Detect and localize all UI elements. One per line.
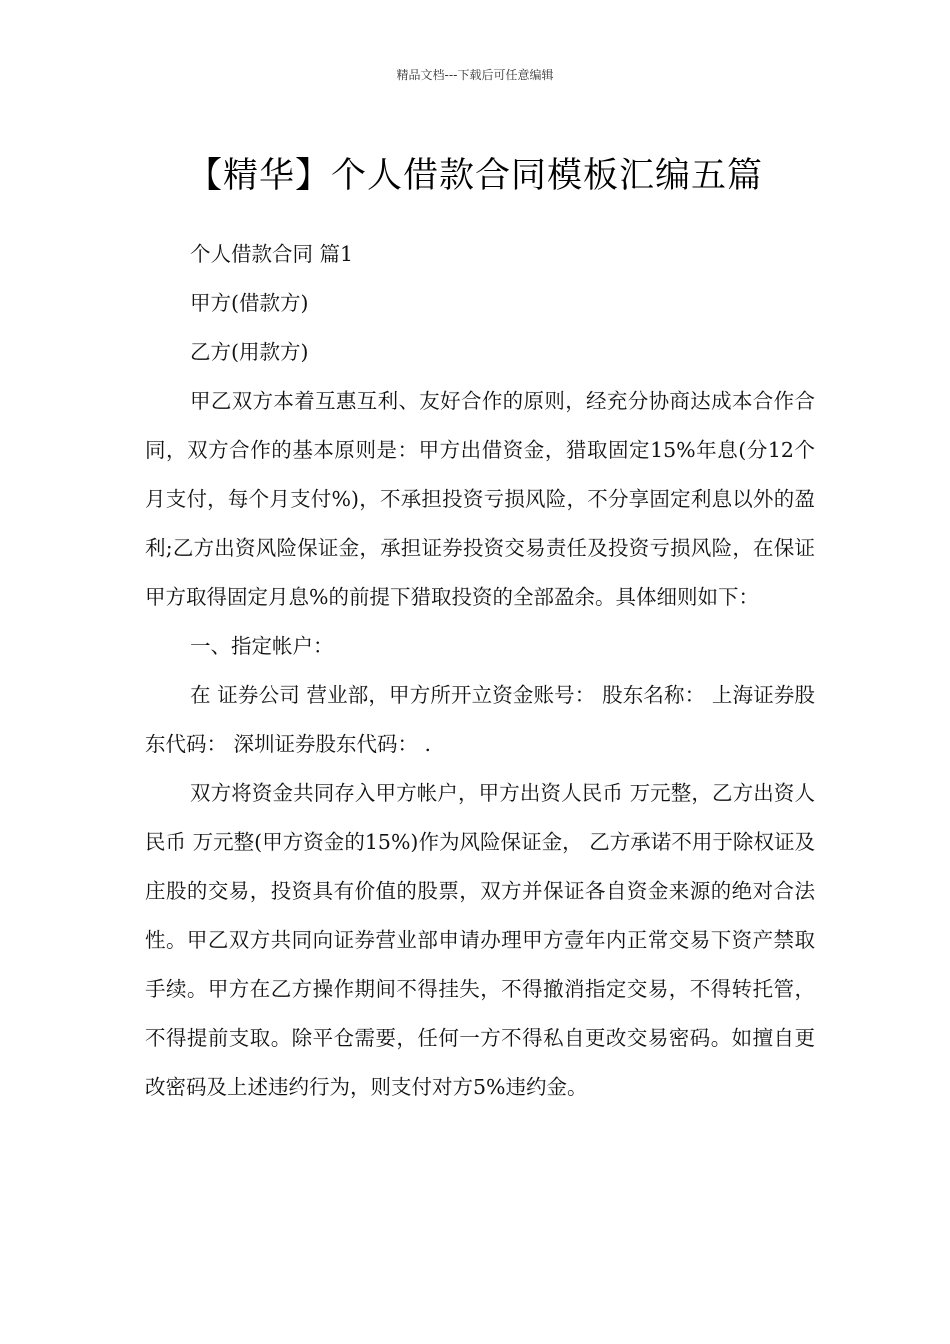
paragraph-account-info: 在 证券公司 营业部，甲方所开立资金账号： 股东名称： 上海证券股东代码： 深圳证券股东代码： . <box>145 683 815 756</box>
header-note: 精品文档---下载后可任意编辑 <box>396 68 554 82</box>
paragraph-section-heading: 个人借款合同 篇1 <box>190 242 354 266</box>
paragraph-party-a: 甲方(借款方) <box>190 291 309 315</box>
paragraph-clause-heading: 一、指定帐户： <box>190 634 334 658</box>
paragraph-principles: 甲乙双方本着互惠互利、友好合作的原则，经充分协商达成本合作合同，双方合作的基本原则是：甲方出借资金，猎取固定15%年息(分12个月支付，每个月支付%)，不承担投资亏损风险，不分享固定利息以外的盈利;乙方出资风险保证金，承担证券投资交易责任及投资亏损风险，在保证甲方取得固定月息%的前提下猎取投资的全部盈余。具体细则如下： <box>145 389 815 609</box>
document-body <box>145 230 815 1112</box>
paragraph-party-b: 乙方(用款方) <box>190 340 309 364</box>
paragraph-funds-terms: 双方将资金共同存入甲方帐户，甲方出资人民币 万元整，乙方出资人民币 万元整(甲方资金的15%)作为风险保证金， 乙方承诺不用于除权证及庄股的交易，投资具有价值的股票，双方并保证各自资金来源的绝对合法性。甲乙双方共同向证券营业部申请办理甲方壹年内正常交易下资产禁取手续。甲方在乙方操作期间不得挂失，不得撤消指定交易，不得转托管，不得提前支取。除平仓需要，任何一方不得私自更改交易密码。如擅自更改密码及上述违约行为，则支付对方5%违约金。 <box>145 781 815 1099</box>
document-title: 【精华】个人借款合同模板汇编五篇 <box>186 156 763 197</box>
